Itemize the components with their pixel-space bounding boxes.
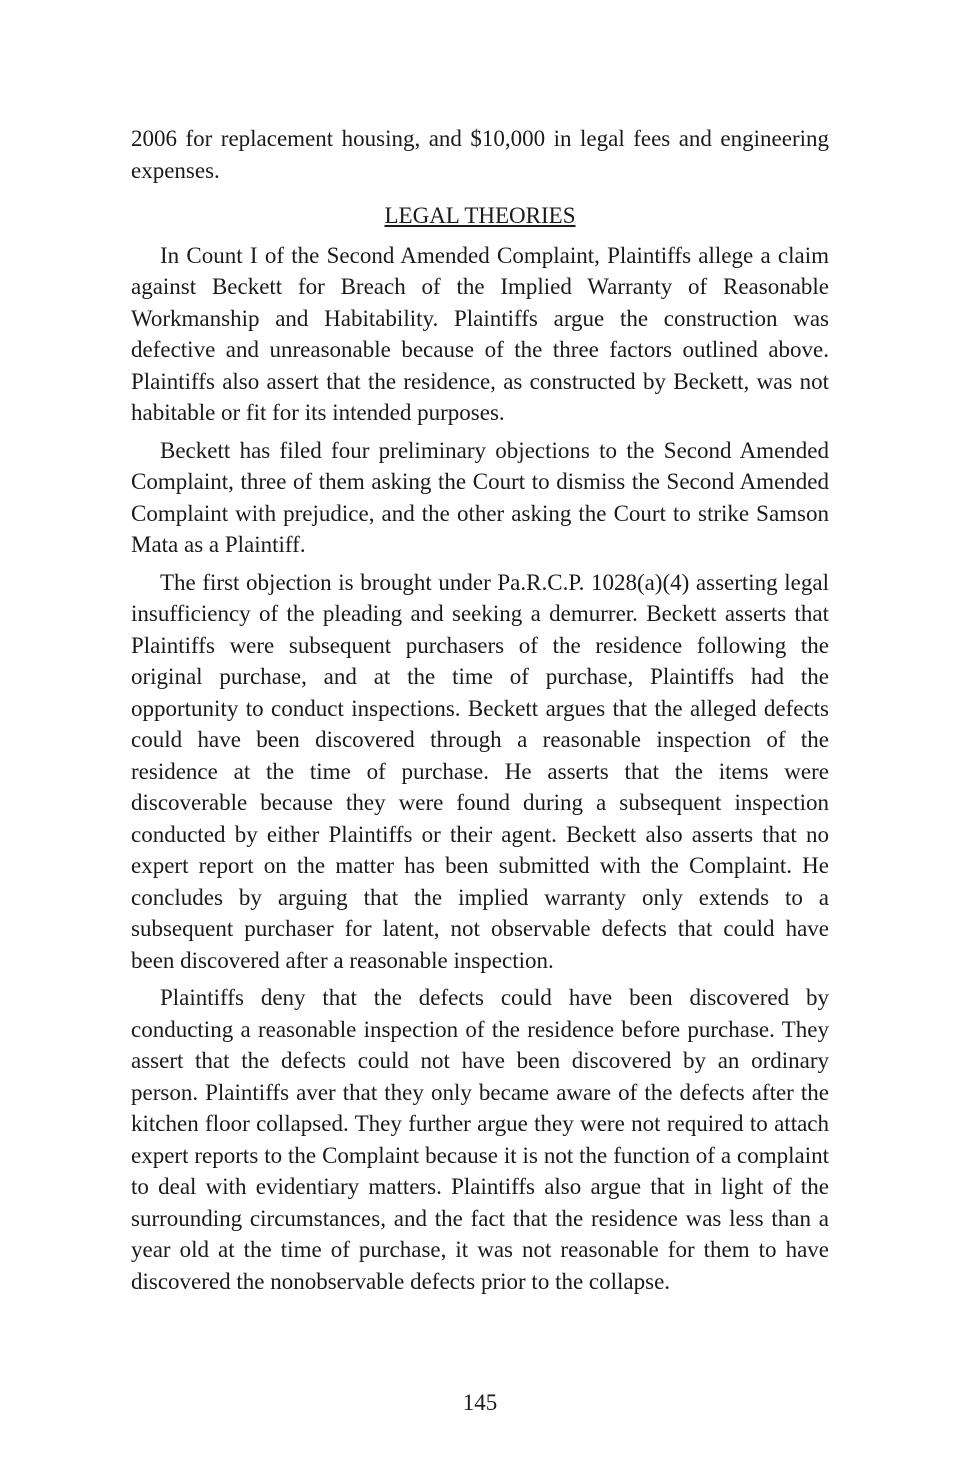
page-number: 145 — [462, 1390, 498, 1415]
document-page — [131, 123, 829, 1303]
paragraph-preliminary-objections: Beckett has filed four preliminary objections to the Second Amended Complaint, three of them asking the Court to dismiss the Second Amended Complaint with prejudice, and the other asking the Court to strike Samson Mata as a Plaintiff. — [131, 437, 829, 557]
paragraph-plaintiffs-deny: Plaintiffs deny that the defects could have been discovered by conducting a reasonable inspection of the residence before purchase. They assert that the defects could not have been discovered by an ordinary person. Plaintiffs aver that they only became aware of the defects after the kitchen floor collapsed. They further argue they were not required to attach expert reports to the Complaint because it is not the function of a complaint to deal with evidentiary matters. Plaintiffs also argue that in light of the surrounding circumstances, and the fact that the residence was less than a year old at the time of purchase, it was not reasonable for them to have discovered the nonobservable defects prior to the collapse. — [131, 985, 829, 1294]
section-heading: LEGAL THEORIES — [384, 203, 576, 228]
continuation-paragraph: 2006 for replacement housing, and $10,000 in legal fees and engineering expenses. — [131, 126, 829, 183]
paragraph-count-one: In Count I of the Second Amended Complaint, Plaintiffs allege a claim against Beckett for Breach of the Implied Warranty of Reasonable Workmanship and Habitability. Plaintiffs argue the construction was defective and unreasonable because of the three factors outlined above. Plaintiffs also assert that the residence, as constructed by Beckett, was not habitable or fit for its intended purposes. — [131, 242, 829, 425]
paragraph-first-objection: The first objection is brought under Pa.R.C.P. 1028(a)(4) asserting legal insufficiency of the pleading and seeking a demurrer. Beckett asserts that Plaintiffs were subsequent purchasers of the residence following the original purchase, and at the time of purchase, Plaintiffs had the opportunity to conduct inspections. Beckett argues that the alleged defects could have been discovered through a reasonable inspection of the residence at the time of purchase. He asserts that the items were discoverable because they were found during a subsequent inspection conducted by either Plaintiffs or their agent. Beckett also asserts that no expert report on the matter has been submitted with the Complaint. He concludes by arguing that the implied warranty only extends to a subsequent purchaser for latent, not observable defects that could have been discovered after a reasonable inspection. — [131, 569, 829, 973]
